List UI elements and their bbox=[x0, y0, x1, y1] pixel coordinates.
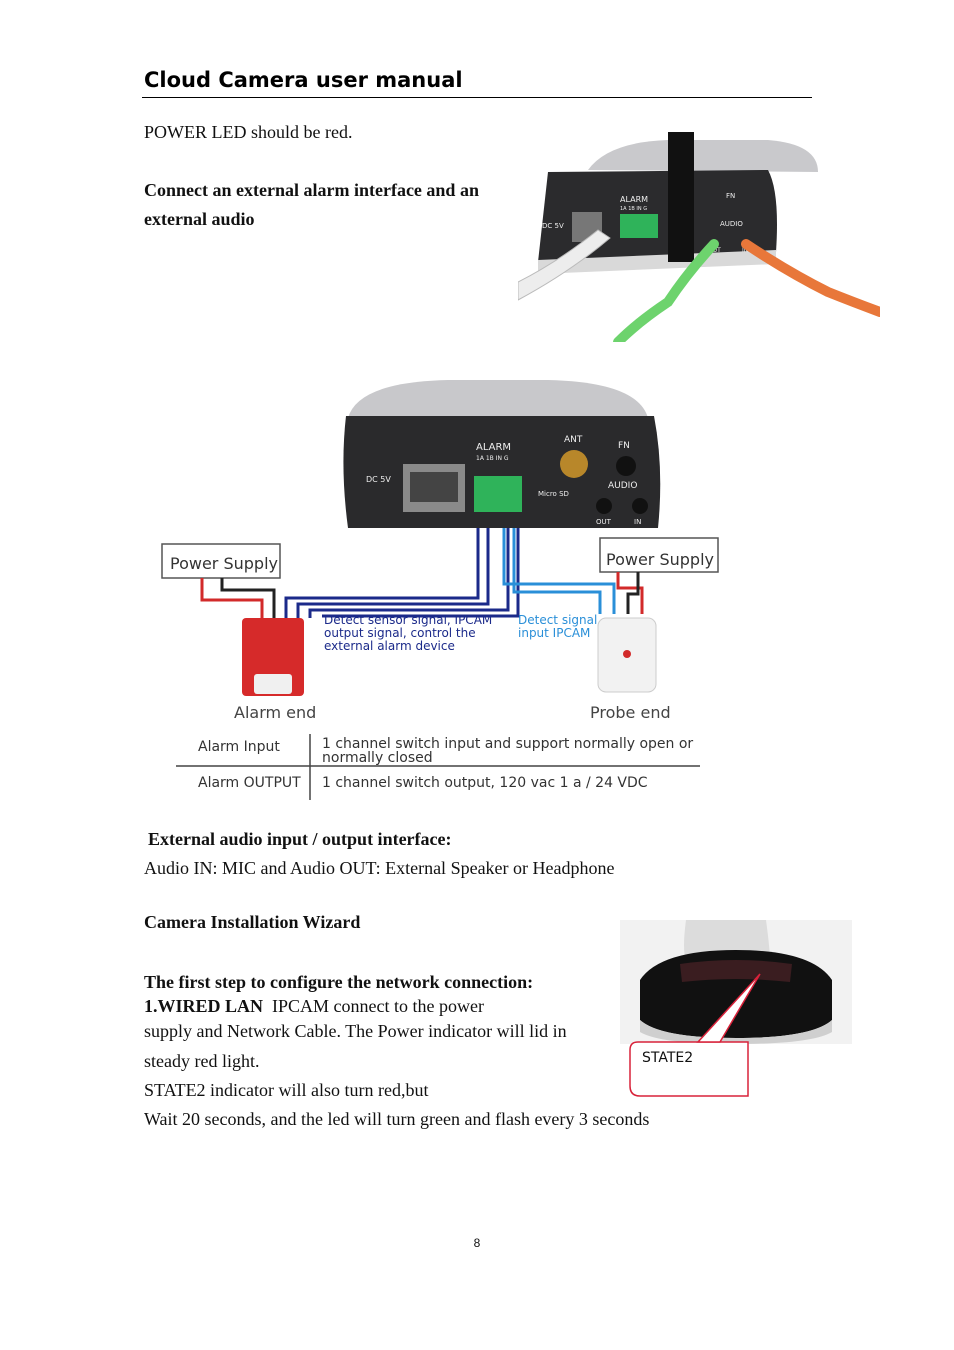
label-out: OUT bbox=[708, 247, 721, 254]
camera-rear-audio-photo bbox=[518, 132, 880, 342]
label-in: IN bbox=[742, 247, 749, 254]
power-led-text: POWER LED should be red. bbox=[144, 122, 353, 142]
alarm-wiring-diagram bbox=[158, 378, 724, 804]
label-alarm-sub: 1A 1B IN G bbox=[620, 206, 648, 212]
detect-left-line1: Detect sensor signal, IPCAM bbox=[324, 613, 493, 627]
installation-wizard-heading: Camera Installation Wizard bbox=[144, 912, 361, 932]
panel-label-out: OUT bbox=[596, 518, 611, 526]
spec-row2-name: Alarm OUTPUT bbox=[198, 775, 301, 791]
panel-label-in: IN bbox=[634, 518, 642, 526]
detect-right-line2: input IPCAM bbox=[518, 626, 591, 640]
header-divider bbox=[142, 97, 812, 98]
power-supply-box-right bbox=[600, 538, 718, 572]
wired-lan-label: 1.WIRED LAN bbox=[144, 996, 264, 1016]
panel-label-ant: ANT bbox=[564, 435, 583, 445]
label-audio: AUDIO bbox=[720, 220, 743, 228]
first-step-heading: The first step to configure the network connection: bbox=[144, 972, 534, 992]
wired-lan-line bbox=[144, 996, 484, 1016]
connect-heading-line1: Connect an external alarm interface and an bbox=[144, 180, 479, 200]
page-number: 8 bbox=[473, 1236, 481, 1250]
spec-row1-desc-line2: normally closed bbox=[322, 750, 433, 766]
spec-row1-desc-line1: 1 channel switch input and support normally open or bbox=[322, 736, 694, 752]
page-header-title: Cloud Camera user manual bbox=[144, 68, 463, 92]
detect-right-line1: Detect signal bbox=[518, 613, 598, 627]
panel-label-microsd: Micro SD bbox=[538, 490, 569, 498]
connect-heading-line2: external audio bbox=[144, 209, 255, 229]
panel-label-audio: AUDIO bbox=[608, 481, 638, 491]
panel-label-fn: FN bbox=[618, 441, 630, 451]
wait-line: Wait 20 seconds, and the led will turn green and flash every 3 seconds bbox=[144, 1109, 650, 1129]
detect-left-line2: output signal, control the bbox=[324, 626, 476, 640]
spec-row2-desc: 1 channel switch output, 120 vac 1 a / 24 VDC bbox=[322, 775, 648, 791]
detect-right-text bbox=[518, 613, 597, 640]
label-fn: FN bbox=[726, 192, 736, 200]
probe-end-label: Probe end bbox=[590, 703, 671, 722]
supply-line: supply and Network Cable. The Power indicator will lid in bbox=[144, 1021, 567, 1041]
power-supply-right-label: Power Supply bbox=[606, 550, 714, 569]
panel-label-dc: DC 5V bbox=[366, 475, 391, 484]
panel-label-alarm-sub: 1A 1B IN G bbox=[476, 455, 509, 462]
detect-left-line3: external alarm device bbox=[324, 639, 455, 653]
state2-line: STATE2 indicator will also turn red,but bbox=[144, 1080, 429, 1100]
audio-interface-description: Audio IN: MIC and Audio OUT: External Speaker or Headphone bbox=[144, 858, 615, 878]
alarm-end-label: Alarm end bbox=[234, 703, 317, 722]
steady-line: steady red light. bbox=[144, 1051, 260, 1071]
audio-interface-heading: External audio input / output interface: bbox=[148, 829, 452, 849]
spec-row1-name: Alarm Input bbox=[198, 739, 280, 755]
probe-device bbox=[598, 618, 656, 692]
label-alarm: ALARM bbox=[620, 195, 649, 204]
camera-base-photo bbox=[620, 920, 852, 1100]
panel-label-alarm: ALARM bbox=[476, 442, 512, 453]
power-supply-box-left bbox=[162, 544, 280, 578]
power-supply-left-label: Power Supply bbox=[170, 554, 278, 573]
state2-callout-label: STATE2 bbox=[642, 1050, 694, 1066]
alarm-device bbox=[242, 618, 304, 696]
detect-left-text bbox=[324, 613, 492, 653]
wired-lan-rest: IPCAM connect to the power bbox=[272, 996, 484, 1016]
alarm-spec-table bbox=[176, 734, 700, 800]
label-dc: DC 5V bbox=[542, 222, 564, 230]
